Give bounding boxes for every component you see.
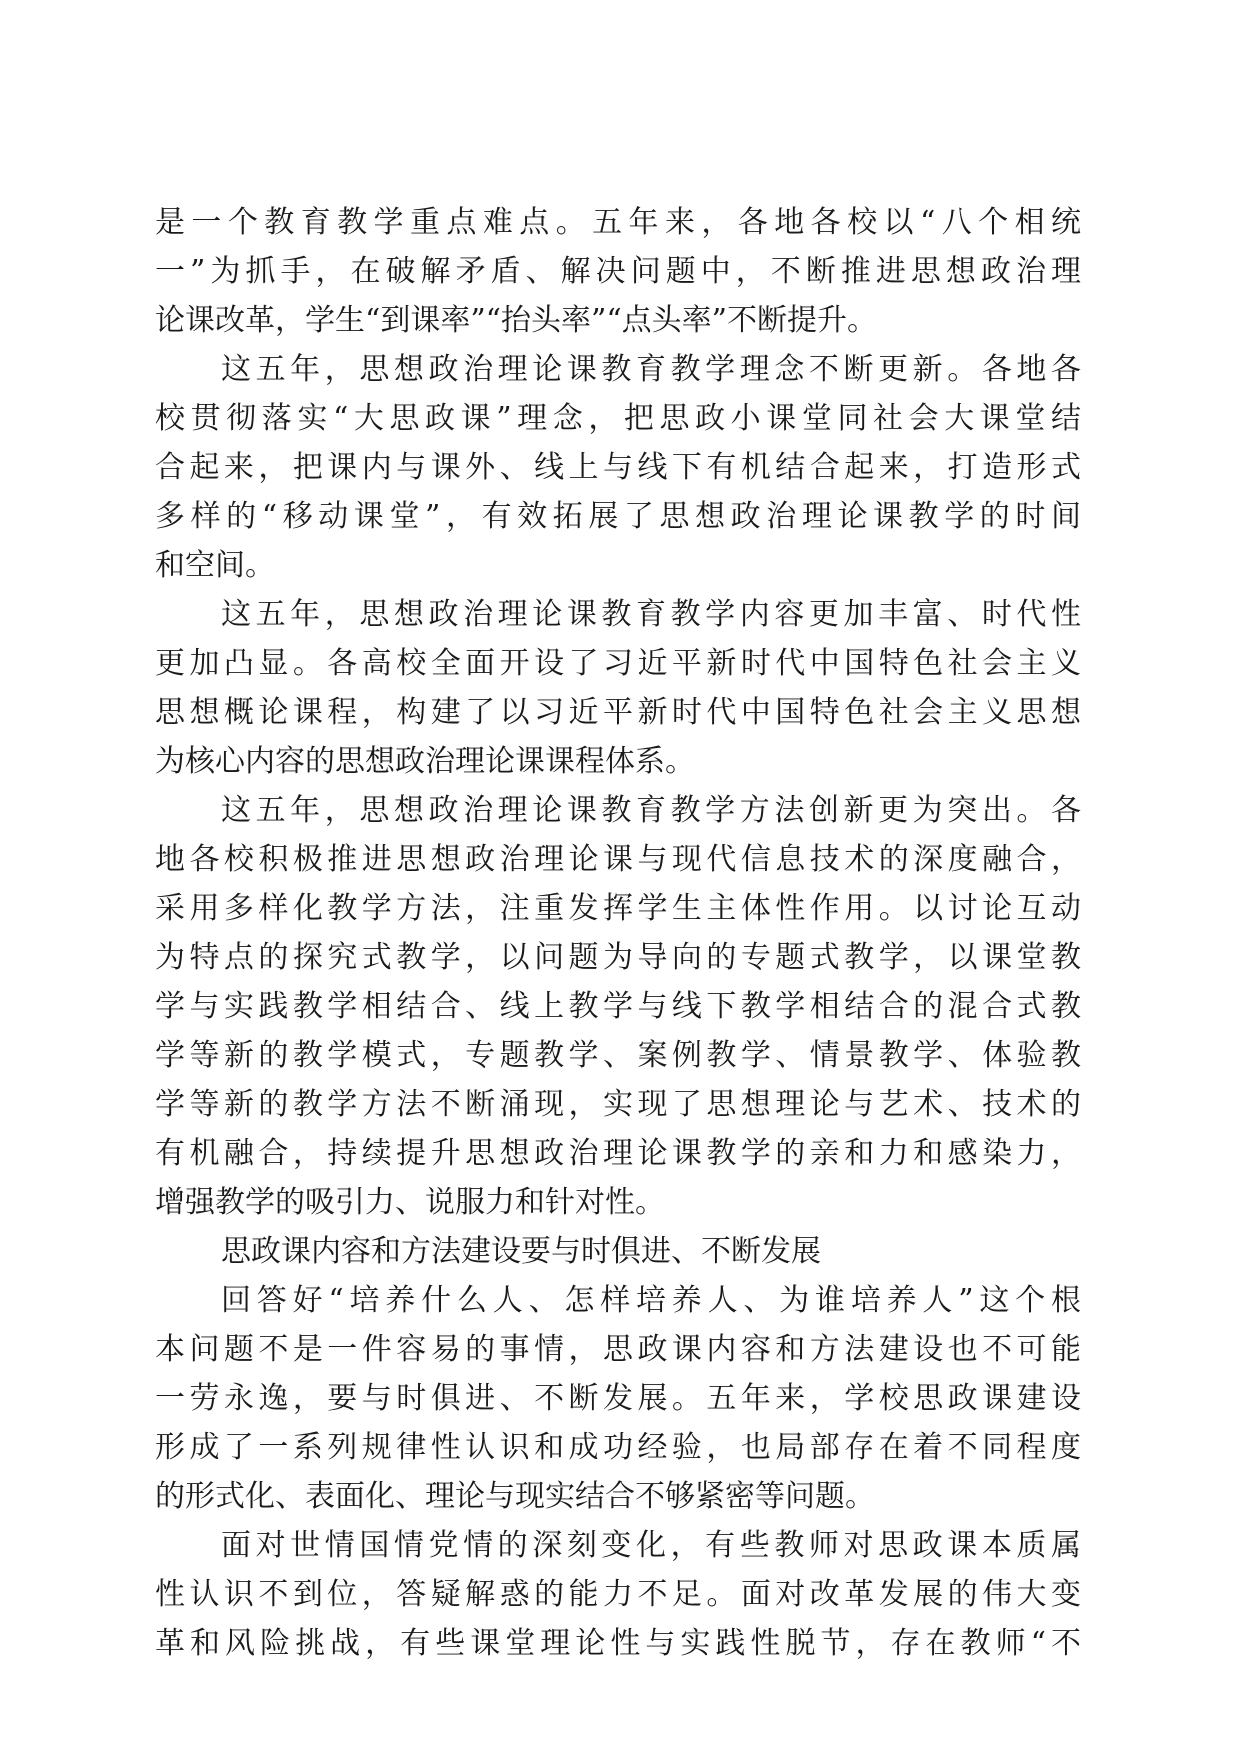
text-line: 多样的“移动课堂”，有效拓展了思想政治理论课教学的时间 (155, 499, 1081, 534)
text-line: 为核心内容的思想政治理论课课程体系。 (155, 744, 695, 779)
text-line: 采用多样化教学方法，注重发挥学生主体性作用。以讨论互动 (155, 891, 1081, 926)
text-line: 形成了一系列规律性认识和成功经验，也局部存在着不同程度 (155, 1430, 1081, 1465)
paragraph-teaching-concepts (155, 345, 1081, 590)
text-line: 一”为抓手，在破解矛盾、解决问题中，不断推进思想政治理 (155, 254, 1081, 289)
text-line: 革和风险挑战，有些课堂理论性与实践性脱节，存在教师“不 (155, 1626, 1081, 1661)
text-line: 学等新的教学方法不断涌现，实现了思想理论与艺术、技术的 (155, 1087, 1081, 1122)
paragraph-teaching-content (155, 590, 1081, 786)
text-line: 学等新的教学模式，专题教学、案例教学、情景教学、体验教 (155, 1038, 1081, 1073)
document-page (155, 198, 1081, 1668)
text-line: 这五年，思想政治理论课教育教学内容更加丰富、时代性 (221, 597, 1081, 632)
text-line: 思想概论课程，构建了以习近平新时代中国特色社会主义思想 (155, 695, 1081, 730)
text-line: 这五年，思想政治理论课教育教学理念不断更新。各地各 (221, 352, 1081, 387)
text-line: 回答好“培养什么人、怎样培养人、为谁培养人”这个根 (221, 1283, 1081, 1318)
paragraph-teaching-methods (155, 786, 1081, 1227)
text-line: 学与实践教学相结合、线上教学与线下教学相结合的混合式教 (155, 989, 1081, 1024)
text-line: 论课改革，学生“到课率”“抬头率”“点头率”不断提升。 (155, 303, 878, 338)
text-line: 面对世情国情党情的深刻变化，有些教师对思政课本质属 (221, 1528, 1081, 1563)
text-line: 为特点的探究式教学，以问题为导向的专题式教学，以课堂教 (155, 940, 1081, 975)
text-line: 一劳永逸，要与时俱进、不断发展。五年来，学校思政课建设 (155, 1381, 1081, 1416)
text-line: 的形式化、表面化、理论与现实结合不够紧密等问题。 (155, 1479, 875, 1514)
text-line: 性认识不到位，答疑解惑的能力不足。面对改革发展的伟大变 (155, 1577, 1081, 1612)
section-heading: 思政课内容和方法建设要与时俱进、不断发展 (221, 1234, 821, 1269)
text-line: 合起来，把课内与课外、线上与线下有机结合起来，打造形式 (155, 450, 1081, 485)
text-line: 更加凸显。各高校全面开设了习近平新时代中国特色社会主义 (155, 646, 1081, 681)
text-line: 增强教学的吸引力、说服力和针对性。 (155, 1185, 665, 1220)
paragraph-challenges (155, 1521, 1081, 1668)
text-line: 地各校积极推进思想政治理论课与现代信息技术的深度融合， (155, 842, 1081, 877)
text-line: 本问题不是一件容易的事情，思政课内容和方法建设也不可能 (155, 1332, 1081, 1367)
text-line: 和空间。 (155, 548, 275, 583)
paragraph-continuation (155, 198, 1081, 345)
text-line: 校贯彻落实“大思政课”理念，把思政小课堂同社会大课堂结 (155, 401, 1081, 436)
text-line: 这五年，思想政治理论课教育教学方法创新更为突出。各 (221, 793, 1081, 828)
text-line: 有机融合，持续提升思想政治理论课教学的亲和力和感染力， (155, 1136, 1081, 1171)
text-line: 是一个教育教学重点难点。五年来，各地各校以“八个相统 (155, 205, 1081, 240)
paragraph-fundamental-question (155, 1276, 1081, 1521)
